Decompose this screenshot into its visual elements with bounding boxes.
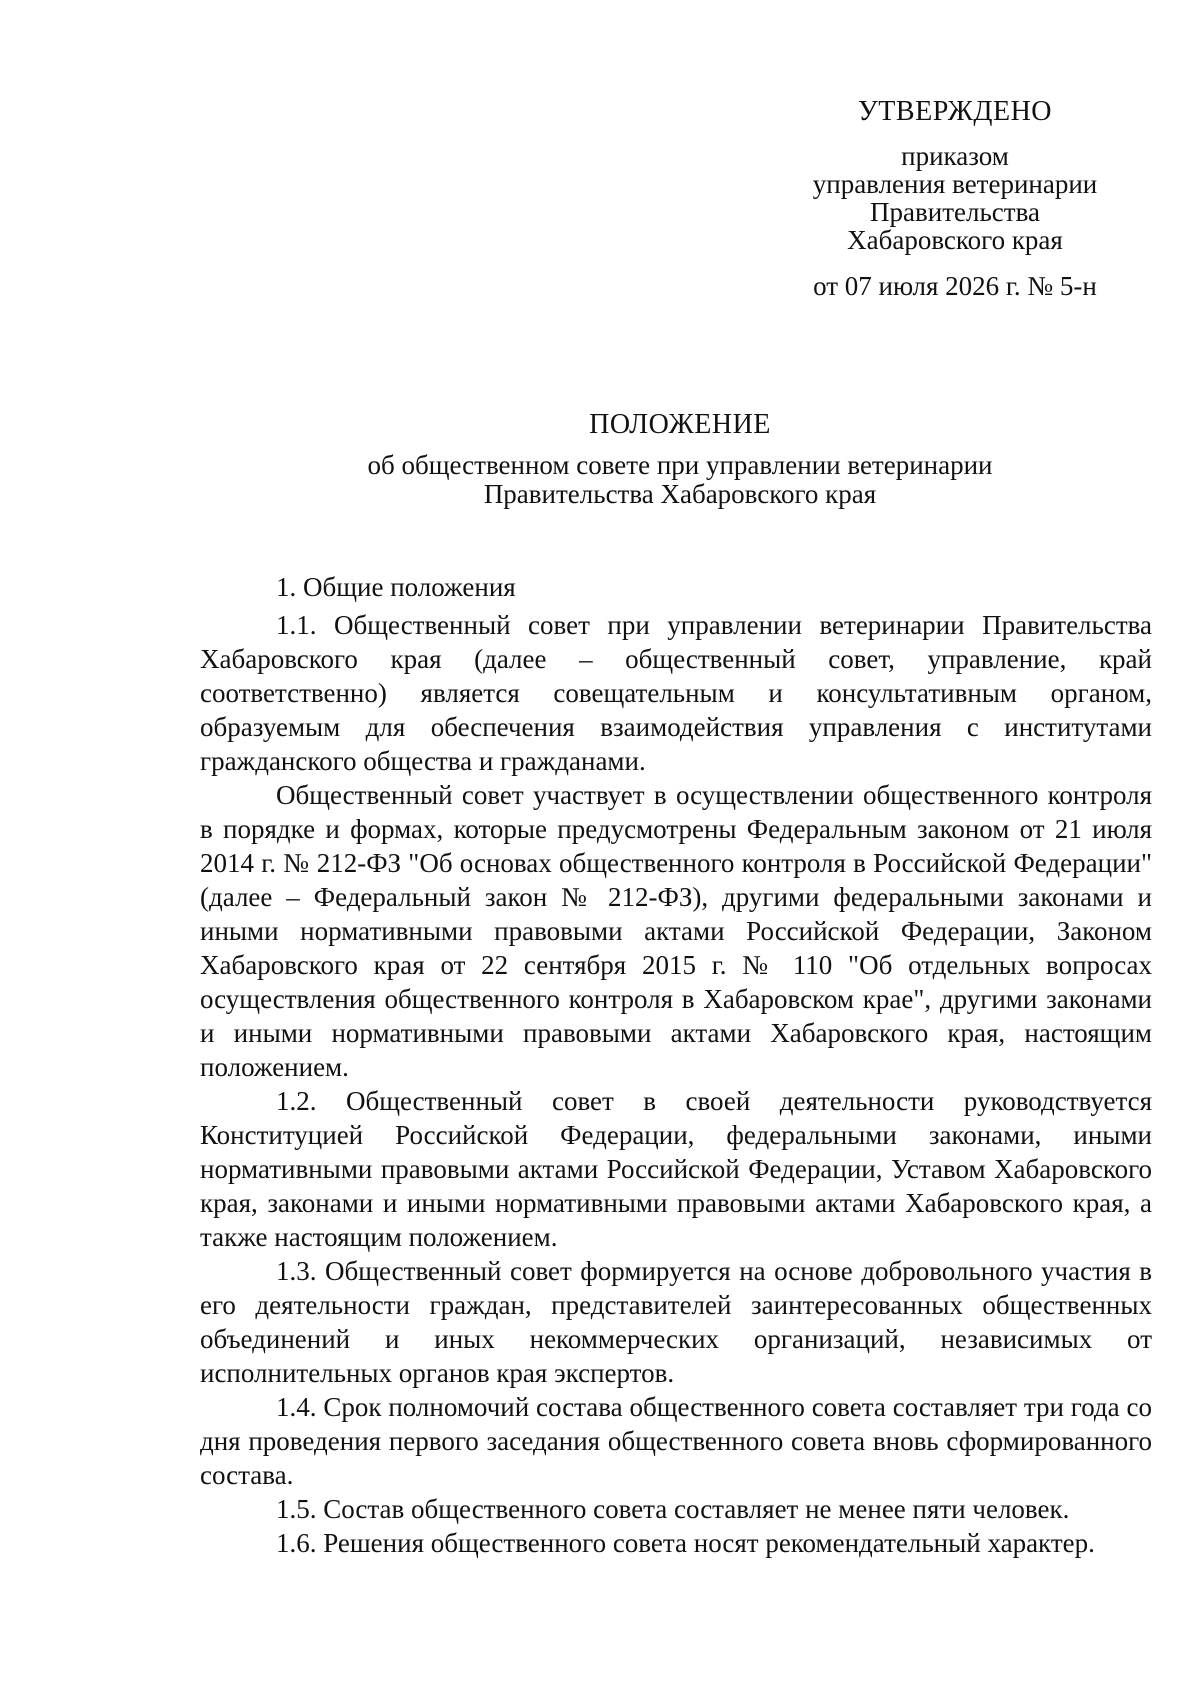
approval-date: от 07 июля 2026 г. № 5-н	[813, 271, 1097, 301]
paragraph-1-2: 1.2. Общественный совет в своей деятельности руководствуется Конституцией Российской Федерации, федеральными законами, иными нормативными правовыми актами Российской Федерации, Уставом Хабаровского края, законами и иными нормативными правовыми актами Хабаровского края, а также настоящим положением.	[200, 1086, 1152, 1252]
paragraph-1-5: 1.5. Состав общественного совета составляет не менее пяти человек.	[276, 1494, 1070, 1524]
approval-heading: УТВЕРЖДЕНО	[857, 96, 1053, 127]
approval-line: Хабаровского края	[847, 225, 1063, 255]
approval-stamp	[790, 98, 1120, 300]
document-title: ПОЛОЖЕНИЕ	[589, 409, 771, 440]
document-subtitle-line: об общественном совете при управлении ветеринарии	[367, 450, 993, 480]
section-heading: 1. Общие положения	[276, 572, 516, 602]
paragraph-1-6: 1.6. Решения общественного совета носят рекомендательный характер.	[276, 1528, 1095, 1558]
paragraph-1-1: 1.1. Общественный совет при управлении ветеринарии Правительства Хабаровского края (далее – общественный совет, управление, край соответственно) является совещательным и консультативным органом, образуемым для обеспечения взаимодействия управления с институтами гражданского общества и гражданами.	[200, 610, 1152, 776]
document-body	[200, 570, 1152, 1560]
approval-line: Правительства	[870, 197, 1040, 227]
paragraph-1-3: 1.3. Общественный совет формируется на основе добровольного участия в его деятельности граждан, представителей заинтересованных общественных объединений и иных некоммерческих организаций, независимых от исполнительных органов края экспертов.	[200, 1256, 1152, 1388]
approval-line: управления ветеринарии	[812, 169, 1098, 199]
document-subtitle-line: Правительства Хабаровского края	[483, 479, 877, 509]
document-title-block	[200, 410, 1160, 509]
paragraph-1-1-continued: Общественный совет участвует в осуществлении общественного контроля в порядке и формах, которые предусмотрены Федеральным законом от 21 июля 2014 г. № 212-ФЗ "Об основах общественного контроля в Российской Федерации" (далее – Федеральный закон № 212-ФЗ), другими федеральными законами и иными нормативными правовыми актами Российской Федерации, Законом Хабаровского края от 22 сентября 2015 г. № 110 "Об отдельных вопросах осуществления общественного контроля в Хабаровском крае", другими законами и иными нормативными правовыми актами Хабаровского края, настоящим положением.	[200, 780, 1152, 1082]
approval-line: приказом	[901, 141, 1009, 171]
paragraph-1-4: 1.4. Срок полномочий состава общественного совета составляет три года со дня проведения первого заседания общественного совета вновь сформированного состава.	[200, 1392, 1152, 1490]
